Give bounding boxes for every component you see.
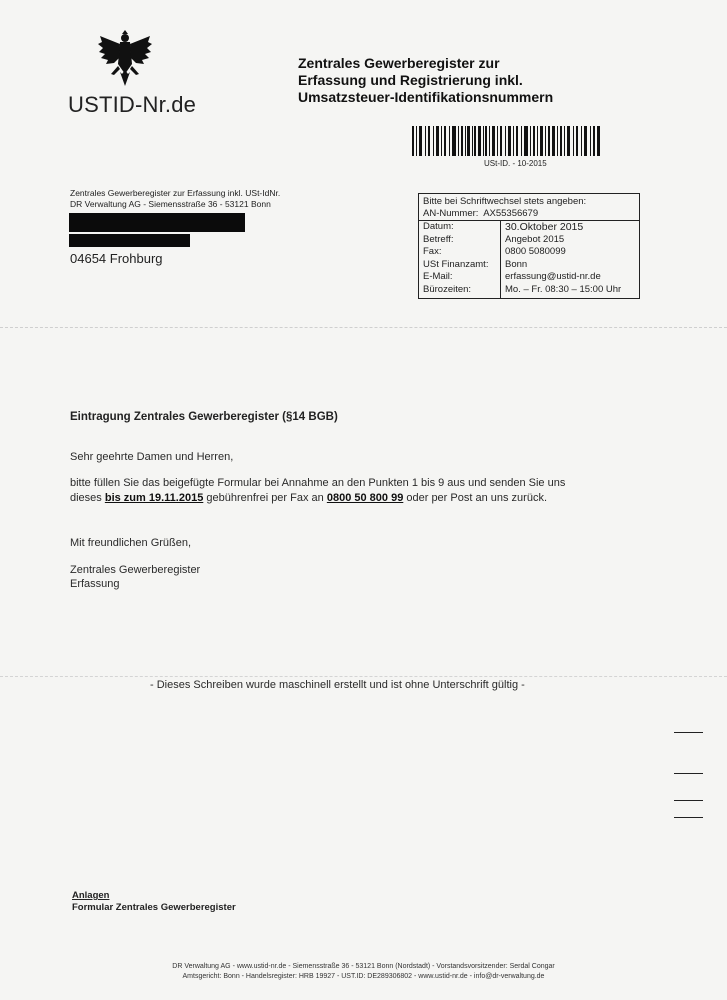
sender-address	[70, 188, 280, 210]
machine-generated-note: - Dieses Schreiben wurde maschinell erstellt und ist ohne Unterschrift gültig -	[150, 679, 525, 691]
signature-line: Zentrales Gewerberegister	[70, 564, 201, 576]
info-label: USt Finanzamt:	[423, 258, 489, 270]
attachments	[72, 890, 236, 914]
fold-mark	[674, 732, 703, 733]
info-value: 0800 5080099	[505, 246, 566, 257]
footer	[0, 962, 727, 981]
info-value-date: 30.Oktober 2015	[505, 221, 584, 233]
body-line-2	[70, 491, 547, 506]
sender-line: Zentrales Gewerberegister zur Erfassung inkl. USt-IdNr.	[70, 188, 281, 198]
attachments-label: Anlagen	[72, 890, 110, 901]
info-label: Bürozeiten:	[423, 283, 472, 295]
fold-line	[0, 676, 727, 677]
reference-header	[419, 194, 639, 221]
attachment-item: Formular Zentrales Gewerberegister	[72, 902, 236, 913]
an-number-value: AX55356679	[483, 208, 539, 219]
redacted-street-block	[69, 234, 190, 247]
barcode-label: USt-ID. - 10-2015	[484, 159, 547, 168]
info-label-column	[419, 220, 501, 298]
body-text-segment: dieses	[70, 492, 105, 504]
info-label: Betreff:	[423, 233, 454, 245]
barcode	[412, 126, 600, 156]
recipient-city: 04654 Frohburg	[70, 251, 163, 266]
info-value-email: erfassung@ustid-nr.de	[505, 271, 601, 282]
info-label: Fax:	[423, 246, 442, 257]
eagle-logo-icon	[98, 30, 152, 88]
an-number-label: AN-Nummer:	[423, 208, 479, 219]
fax-number: 0800 50 800 99	[326, 492, 404, 504]
fold-mark	[674, 773, 703, 774]
redacted-name-block	[69, 213, 245, 232]
fold-line	[0, 327, 727, 328]
info-value: Bonn	[505, 258, 528, 270]
info-label: Datum:	[423, 221, 454, 232]
footer-line: DR Verwaltung AG - www.ustid-nr.de - Siemensstraße 36 - 53121 Bonn (Nordstadt) - Vorstandsvorsitzender: Serdal Congar	[172, 963, 555, 970]
sender-line: DR Verwaltung AG - Siemensstraße 36 - 53121 Bonn	[70, 199, 271, 209]
signature-line: Erfassung	[70, 578, 120, 590]
fold-mark	[674, 817, 703, 818]
reference-info-box	[418, 193, 640, 299]
body-text-segment: oder per Post an uns zurück.	[403, 492, 547, 504]
reference-header-text: Bitte bei Schriftwechsel stets angeben:	[423, 196, 587, 207]
heading-line: Zentrales Gewerberegister zur	[298, 55, 500, 71]
logo-text: USTID-Nr.de	[68, 92, 197, 117]
info-label: E-Mail:	[423, 271, 453, 282]
footer-line: Amtsgericht: Bonn - Handelsregister: HRB 19927 - UST.ID: DE289306802 - www.ustid-nr.de - info@dr-verwaltung.de	[182, 972, 545, 980]
an-number-line	[423, 208, 635, 220]
heading-line: Erfassung und Registrierung inkl.	[298, 72, 523, 88]
deadline-date: bis zum 19.11.2015	[104, 492, 204, 504]
body-line-1: bitte füllen Sie das beigefügte Formular bei Annahme an den Punkten 1 bis 9 aus und senden Sie uns	[70, 477, 566, 489]
closing: Mit freundlichen Grüßen,	[70, 537, 192, 549]
fold-mark	[674, 800, 703, 801]
document-heading	[298, 55, 628, 106]
letter-subject: Eintragung Zentrales Gewerberegister (§14 BGB)	[70, 411, 338, 423]
heading-line: Umsatzsteuer-Identifikationsnummern	[298, 89, 554, 105]
salutation: Sehr geehrte Damen und Herren,	[70, 451, 234, 463]
body-text-segment: gebührenfrei per Fax an	[203, 492, 327, 504]
info-value: Angebot 2015	[505, 233, 565, 245]
info-value-column	[501, 220, 639, 298]
info-value: Mo. – Fr. 08:30 – 15:00 Uhr	[505, 283, 622, 295]
